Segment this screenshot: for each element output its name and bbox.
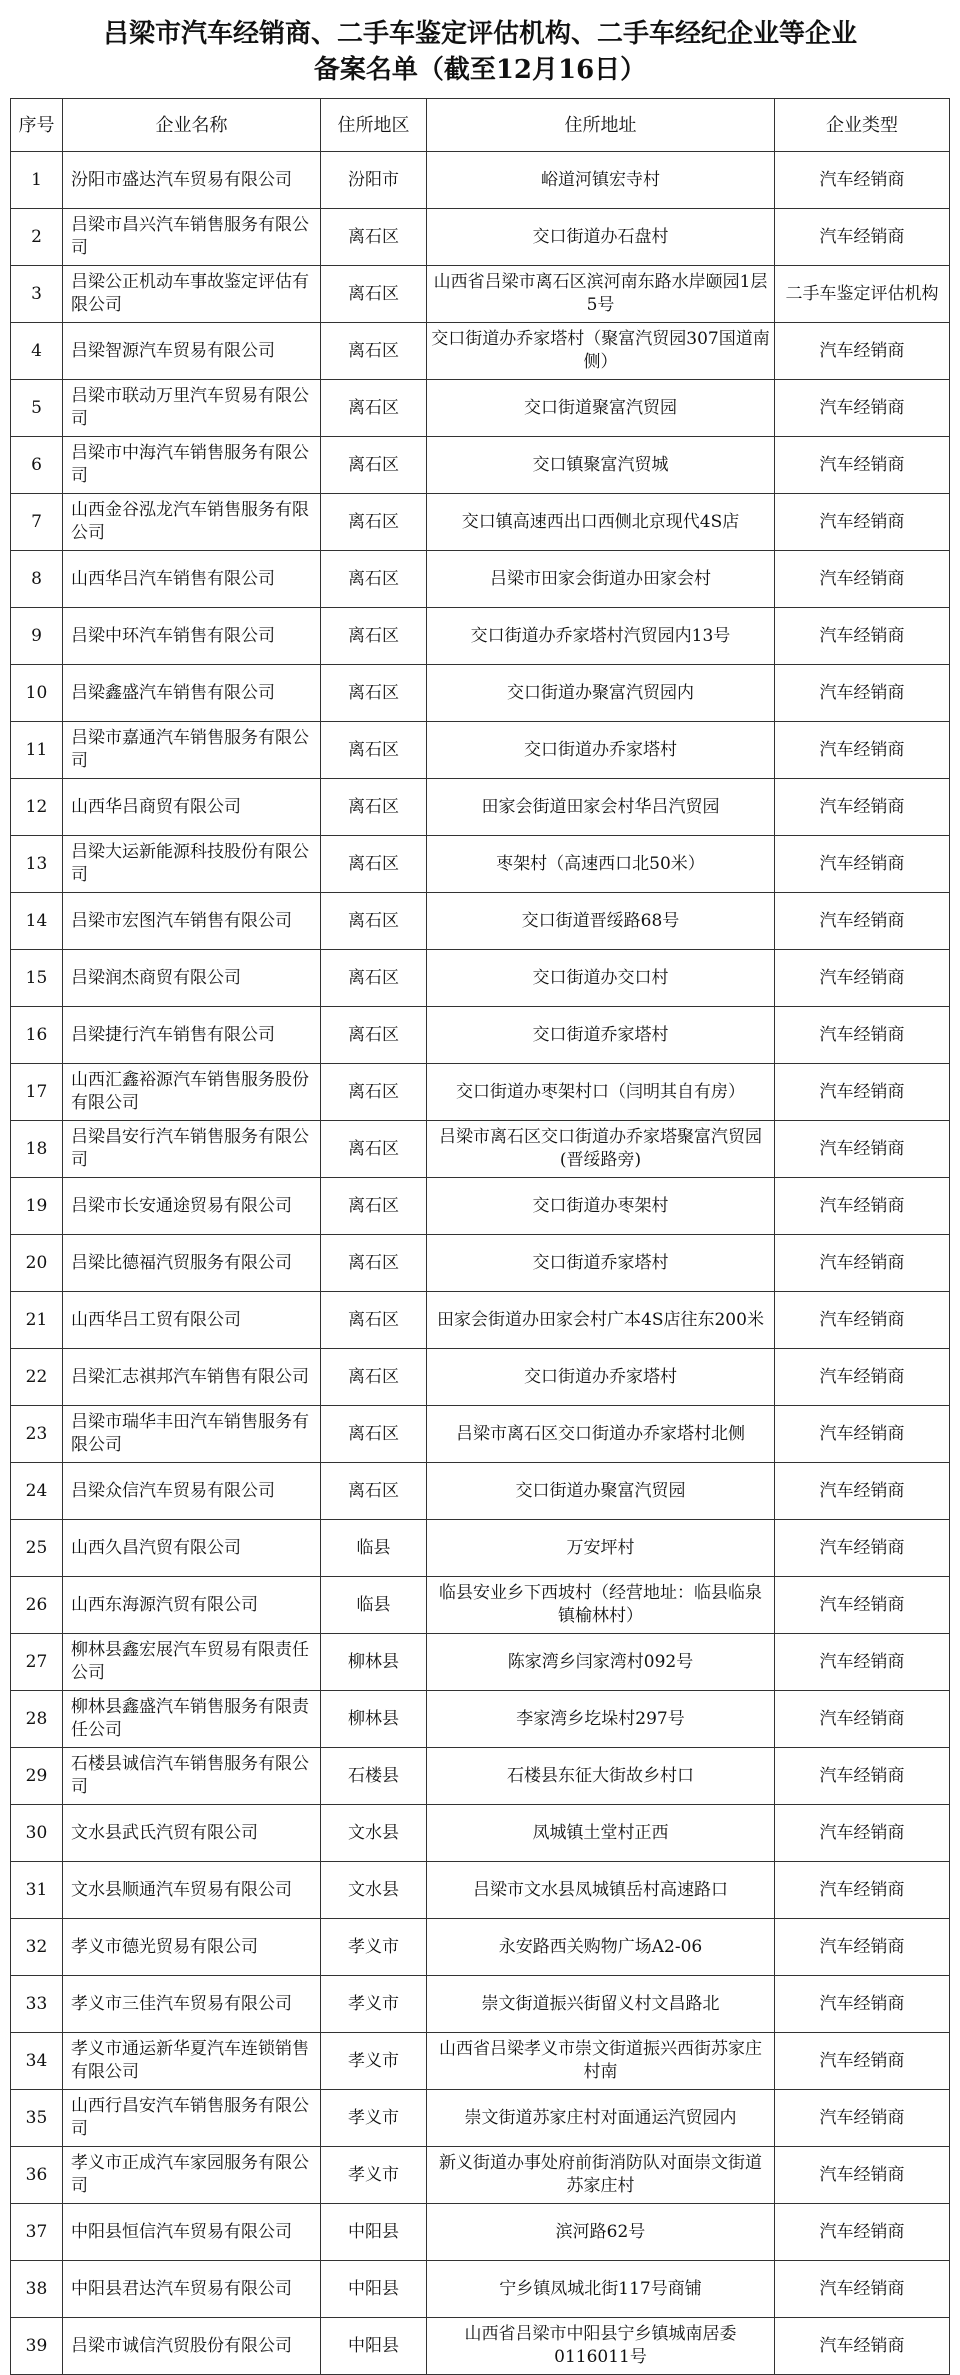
region: 柳林县 xyxy=(321,1634,427,1691)
table-row xyxy=(11,665,950,722)
company-type: 汽车经销商 xyxy=(775,380,950,437)
table-row xyxy=(11,1634,950,1691)
company-type: 汽车经销商 xyxy=(775,494,950,551)
table-row xyxy=(11,1292,950,1349)
company-name: 山西金谷泓龙汽车销售服务有限公司 xyxy=(63,494,321,551)
table-row xyxy=(11,323,950,380)
company-name: 吕梁智源汽车贸易有限公司 xyxy=(63,323,321,380)
table-row xyxy=(11,2261,950,2318)
row-index: 19 xyxy=(11,1178,63,1235)
table-row xyxy=(11,1178,950,1235)
region: 中阳县 xyxy=(321,2261,427,2318)
company-type: 汽车经销商 xyxy=(775,1634,950,1691)
row-index: 16 xyxy=(11,1007,63,1064)
row-index: 8 xyxy=(11,551,63,608)
company-name: 吕梁汇志祺邦汽车销售有限公司 xyxy=(63,1349,321,1406)
address: 交口街道办枣架村 xyxy=(427,1178,775,1235)
table-row xyxy=(11,494,950,551)
region: 临县 xyxy=(321,1520,427,1577)
company-name: 吕梁中环汽车销售有限公司 xyxy=(63,608,321,665)
row-index: 15 xyxy=(11,950,63,1007)
address: 交口街道乔家塔村 xyxy=(427,1007,775,1064)
region: 离石区 xyxy=(321,836,427,893)
address: 崇文街道振兴街留义村文昌路北 xyxy=(427,1976,775,2033)
row-index: 39 xyxy=(11,2318,63,2375)
company-type: 汽车经销商 xyxy=(775,1235,950,1292)
region: 离石区 xyxy=(321,1121,427,1178)
company-name: 山西行昌安汽车销售服务有限公司 xyxy=(63,2090,321,2147)
table-row xyxy=(11,893,950,950)
table-row xyxy=(11,1121,950,1178)
row-index: 32 xyxy=(11,1919,63,1976)
company-name: 柳林县鑫宏展汽车贸易有限责任公司 xyxy=(63,1634,321,1691)
address: 交口街道办石盘村 xyxy=(427,209,775,266)
company-type: 汽车经销商 xyxy=(775,2204,950,2261)
company-type: 汽车经销商 xyxy=(775,1691,950,1748)
region: 临县 xyxy=(321,1577,427,1634)
region: 离石区 xyxy=(321,1463,427,1520)
row-index: 2 xyxy=(11,209,63,266)
region: 离石区 xyxy=(321,950,427,1007)
company-type: 汽车经销商 xyxy=(775,608,950,665)
title-line-1: 吕梁市汽车经销商、二手车鉴定评估机构、二手车经纪企业等企业 xyxy=(102,19,857,49)
region: 离石区 xyxy=(321,209,427,266)
company-name: 吕梁市瑞华丰田汽车销售服务有限公司 xyxy=(63,1406,321,1463)
table-row xyxy=(11,836,950,893)
company-name: 孝义市通运新华夏汽车连锁销售有限公司 xyxy=(63,2033,321,2090)
company-name: 吕梁市诚信汽贸股份有限公司 xyxy=(63,2318,321,2375)
company-name: 山西华吕工贸有限公司 xyxy=(63,1292,321,1349)
table-row xyxy=(11,152,950,209)
row-index: 22 xyxy=(11,1349,63,1406)
company-type: 汽车经销商 xyxy=(775,1463,950,1520)
table-row xyxy=(11,551,950,608)
address: 山西省吕梁市离石区滨河南东路水岸颐园1层5号 xyxy=(427,266,775,323)
company-name: 山西华吕汽车销售有限公司 xyxy=(63,551,321,608)
region: 孝义市 xyxy=(321,2090,427,2147)
address: 交口街道办乔家塔村汽贸园内13号 xyxy=(427,608,775,665)
address: 凤城镇土堂村正西 xyxy=(427,1805,775,1862)
address: 田家会街道办田家会村广本4S店往东200米 xyxy=(427,1292,775,1349)
company-type: 汽车经销商 xyxy=(775,2261,950,2318)
row-index: 13 xyxy=(11,836,63,893)
company-name: 吕梁市联动万里汽车贸易有限公司 xyxy=(63,380,321,437)
company-name: 吕梁市宏图汽车销售有限公司 xyxy=(63,893,321,950)
region: 柳林县 xyxy=(321,1691,427,1748)
company-type: 二手车鉴定评估机构 xyxy=(775,266,950,323)
address: 交口街道乔家塔村 xyxy=(427,1235,775,1292)
address: 石楼县东征大街故乡村口 xyxy=(427,1748,775,1805)
row-index: 35 xyxy=(11,2090,63,2147)
company-type: 汽车经销商 xyxy=(775,950,950,1007)
address: 吕梁市离石区交口街道办乔家塔聚富汽贸园(晋绥路旁) xyxy=(427,1121,775,1178)
company-name: 吕梁市中海汽车销售服务有限公司 xyxy=(63,437,321,494)
company-name: 山西汇鑫裕源汽车销售服务股份有限公司 xyxy=(63,1064,321,1121)
region: 离石区 xyxy=(321,266,427,323)
region: 孝义市 xyxy=(321,1919,427,1976)
company-name: 吕梁公正机动车事故鉴定评估有限公司 xyxy=(63,266,321,323)
company-type: 汽车经销商 xyxy=(775,2033,950,2090)
table-row xyxy=(11,1064,950,1121)
company-name: 吕梁市长安通途贸易有限公司 xyxy=(63,1178,321,1235)
address: 吕梁市离石区交口街道办乔家塔村北侧 xyxy=(427,1406,775,1463)
region: 离石区 xyxy=(321,437,427,494)
region: 离石区 xyxy=(321,608,427,665)
region: 离石区 xyxy=(321,665,427,722)
table-row xyxy=(11,209,950,266)
region: 孝义市 xyxy=(321,2033,427,2090)
registry-table xyxy=(10,98,950,2375)
company-name: 吕梁市嘉通汽车销售服务有限公司 xyxy=(63,722,321,779)
company-type: 汽车经销商 xyxy=(775,1064,950,1121)
address: 交口街道办聚富汽贸园 xyxy=(427,1463,775,1520)
region: 离石区 xyxy=(321,722,427,779)
row-index: 21 xyxy=(11,1292,63,1349)
row-index: 18 xyxy=(11,1121,63,1178)
address: 枣架村（高速西口北50米） xyxy=(427,836,775,893)
company-name: 吕梁鑫盛汽车销售有限公司 xyxy=(63,665,321,722)
region: 离石区 xyxy=(321,1235,427,1292)
row-index: 24 xyxy=(11,1463,63,1520)
address: 吕梁市田家会街道办田家会村 xyxy=(427,551,775,608)
row-index: 28 xyxy=(11,1691,63,1748)
address: 峪道河镇宏寺村 xyxy=(427,152,775,209)
table-row xyxy=(11,1463,950,1520)
table-row xyxy=(11,2090,950,2147)
company-type: 汽车经销商 xyxy=(775,2147,950,2204)
company-name: 中阳县君达汽车贸易有限公司 xyxy=(63,2261,321,2318)
company-type: 汽车经销商 xyxy=(775,1520,950,1577)
company-name: 孝义市正成汽车家园服务有限公司 xyxy=(63,2147,321,2204)
row-index: 17 xyxy=(11,1064,63,1121)
company-type: 汽车经销商 xyxy=(775,665,950,722)
table-row xyxy=(11,722,950,779)
table-row xyxy=(11,2147,950,2204)
company-type: 汽车经销商 xyxy=(775,1577,950,1634)
company-name: 吕梁比德福汽贸服务有限公司 xyxy=(63,1235,321,1292)
company-name: 吕梁众信汽车贸易有限公司 xyxy=(63,1463,321,1520)
header-region: 住所地区 xyxy=(321,99,427,152)
address: 山西省吕梁市中阳县宁乡镇城南居委0116011号 xyxy=(427,2318,775,2375)
address: 交口街道办交口村 xyxy=(427,950,775,1007)
row-index: 4 xyxy=(11,323,63,380)
address: 临县安业乡下西坡村（经营地址：临县临泉镇榆林村） xyxy=(427,1577,775,1634)
header-index: 序号 xyxy=(11,99,63,152)
company-name: 山西久昌汽贸有限公司 xyxy=(63,1520,321,1577)
company-type: 汽车经销商 xyxy=(775,779,950,836)
region: 离石区 xyxy=(321,1406,427,1463)
table-row xyxy=(11,1406,950,1463)
table-row xyxy=(11,380,950,437)
company-type: 汽车经销商 xyxy=(775,1121,950,1178)
row-index: 34 xyxy=(11,2033,63,2090)
address: 交口街道办乔家塔村 xyxy=(427,1349,775,1406)
table-row xyxy=(11,779,950,836)
row-index: 11 xyxy=(11,722,63,779)
table-row xyxy=(11,1691,950,1748)
company-name: 孝义市德光贸易有限公司 xyxy=(63,1919,321,1976)
table-row xyxy=(11,1235,950,1292)
table-row xyxy=(11,2033,950,2090)
table-row xyxy=(11,1862,950,1919)
row-index: 36 xyxy=(11,2147,63,2204)
table-row xyxy=(11,1919,950,1976)
company-type: 汽车经销商 xyxy=(775,1805,950,1862)
address: 交口街道办枣架村口（闫明其自有房） xyxy=(427,1064,775,1121)
table-row xyxy=(11,1007,950,1064)
company-name: 吕梁捷行汽车销售有限公司 xyxy=(63,1007,321,1064)
company-type: 汽车经销商 xyxy=(775,836,950,893)
row-index: 38 xyxy=(11,2261,63,2318)
region: 离石区 xyxy=(321,1064,427,1121)
header-company-type: 企业类型 xyxy=(775,99,950,152)
address: 山西省吕梁孝义市崇文街道振兴西街苏家庄村南 xyxy=(427,2033,775,2090)
company-type: 汽车经销商 xyxy=(775,323,950,380)
company-type: 汽车经销商 xyxy=(775,1748,950,1805)
region: 离石区 xyxy=(321,1349,427,1406)
row-index: 27 xyxy=(11,1634,63,1691)
row-index: 7 xyxy=(11,494,63,551)
address: 宁乡镇凤城北街117号商铺 xyxy=(427,2261,775,2318)
row-index: 29 xyxy=(11,1748,63,1805)
company-name: 吕梁昌安行汽车销售服务有限公司 xyxy=(63,1121,321,1178)
region: 文水县 xyxy=(321,1805,427,1862)
region: 离石区 xyxy=(321,494,427,551)
table-row xyxy=(11,2204,950,2261)
row-index: 37 xyxy=(11,2204,63,2261)
row-index: 26 xyxy=(11,1577,63,1634)
address: 交口街道晋绥路68号 xyxy=(427,893,775,950)
address: 新义街道办事处府前街消防队对面崇文街道苏家庄村 xyxy=(427,2147,775,2204)
company-name: 孝义市三佳汽车贸易有限公司 xyxy=(63,1976,321,2033)
region: 石楼县 xyxy=(321,1748,427,1805)
table-body xyxy=(11,152,950,2375)
company-name: 中阳县恒信汽车贸易有限公司 xyxy=(63,2204,321,2261)
address: 李家湾乡圪垛村297号 xyxy=(427,1691,775,1748)
row-index: 30 xyxy=(11,1805,63,1862)
table-row xyxy=(11,1520,950,1577)
company-type: 汽车经销商 xyxy=(775,152,950,209)
row-index: 23 xyxy=(11,1406,63,1463)
table-row xyxy=(11,1976,950,2033)
region: 中阳县 xyxy=(321,2318,427,2375)
row-index: 9 xyxy=(11,608,63,665)
row-index: 6 xyxy=(11,437,63,494)
region: 离石区 xyxy=(321,1007,427,1064)
row-index: 3 xyxy=(11,266,63,323)
company-name: 文水县武氏汽贸有限公司 xyxy=(63,1805,321,1862)
company-name: 山西华吕商贸有限公司 xyxy=(63,779,321,836)
address: 陈家湾乡闫家湾村092号 xyxy=(427,1634,775,1691)
address: 交口街道聚富汽贸园 xyxy=(427,380,775,437)
header-company-name: 企业名称 xyxy=(63,99,321,152)
table-header-row xyxy=(11,99,950,152)
region: 离石区 xyxy=(321,1292,427,1349)
table-row xyxy=(11,1748,950,1805)
header-address: 住所地址 xyxy=(427,99,775,152)
table-row xyxy=(11,266,950,323)
address: 永安路西关购物广场A2-06 xyxy=(427,1919,775,1976)
company-type: 汽车经销商 xyxy=(775,437,950,494)
region: 离石区 xyxy=(321,380,427,437)
address: 交口镇高速西出口西侧北京现代4S店 xyxy=(427,494,775,551)
company-name: 柳林县鑫盛汽车销售服务有限责任公司 xyxy=(63,1691,321,1748)
region: 离石区 xyxy=(321,551,427,608)
row-index: 20 xyxy=(11,1235,63,1292)
region: 孝义市 xyxy=(321,2147,427,2204)
row-index: 25 xyxy=(11,1520,63,1577)
address: 崇文街道苏家庄村对面通运汽贸园内 xyxy=(427,2090,775,2147)
region: 离石区 xyxy=(321,779,427,836)
table-row xyxy=(11,950,950,1007)
region: 文水县 xyxy=(321,1862,427,1919)
address: 交口街道办乔家塔村 xyxy=(427,722,775,779)
company-type: 汽车经销商 xyxy=(775,1976,950,2033)
row-index: 10 xyxy=(11,665,63,722)
address: 吕梁市文水县凤城镇岳村高速路口 xyxy=(427,1862,775,1919)
page-title xyxy=(0,0,960,85)
address: 万安坪村 xyxy=(427,1520,775,1577)
company-name: 吕梁市昌兴汽车销售服务有限公司 xyxy=(63,209,321,266)
region: 中阳县 xyxy=(321,2204,427,2261)
table-row xyxy=(11,2318,950,2375)
row-index: 5 xyxy=(11,380,63,437)
company-type: 汽车经销商 xyxy=(775,551,950,608)
address: 田家会街道田家会村华吕汽贸园 xyxy=(427,779,775,836)
company-type: 汽车经销商 xyxy=(775,209,950,266)
table-row xyxy=(11,608,950,665)
region: 离石区 xyxy=(321,323,427,380)
company-type: 汽车经销商 xyxy=(775,1349,950,1406)
address: 交口街道办乔家塔村（聚富汽贸园307国道南侧） xyxy=(427,323,775,380)
address: 交口街道办聚富汽贸园内 xyxy=(427,665,775,722)
company-name: 吕梁润杰商贸有限公司 xyxy=(63,950,321,1007)
row-index: 1 xyxy=(11,152,63,209)
table-row xyxy=(11,1349,950,1406)
table-row xyxy=(11,437,950,494)
company-type: 汽车经销商 xyxy=(775,1406,950,1463)
company-type: 汽车经销商 xyxy=(775,2090,950,2147)
company-name: 石楼县诚信汽车销售服务有限公司 xyxy=(63,1748,321,1805)
company-type: 汽车经销商 xyxy=(775,893,950,950)
region: 孝义市 xyxy=(321,1976,427,2033)
table-row xyxy=(11,1577,950,1634)
title-line-2: 备案名单（截至12月16日） xyxy=(313,55,647,85)
region: 离石区 xyxy=(321,1178,427,1235)
company-type: 汽车经销商 xyxy=(775,1862,950,1919)
company-type: 汽车经销商 xyxy=(775,1919,950,1976)
region: 汾阳市 xyxy=(321,152,427,209)
company-type: 汽车经销商 xyxy=(775,1292,950,1349)
address: 交口镇聚富汽贸城 xyxy=(427,437,775,494)
company-name: 山西东海源汽贸有限公司 xyxy=(63,1577,321,1634)
company-name: 文水县顺通汽车贸易有限公司 xyxy=(63,1862,321,1919)
company-type: 汽车经销商 xyxy=(775,722,950,779)
row-index: 12 xyxy=(11,779,63,836)
company-type: 汽车经销商 xyxy=(775,1178,950,1235)
company-name: 吕梁大运新能源科技股份有限公司 xyxy=(63,836,321,893)
region: 离石区 xyxy=(321,893,427,950)
row-index: 31 xyxy=(11,1862,63,1919)
table-row xyxy=(11,1805,950,1862)
company-name: 汾阳市盛达汽车贸易有限公司 xyxy=(63,152,321,209)
row-index: 14 xyxy=(11,893,63,950)
company-type: 汽车经销商 xyxy=(775,2318,950,2375)
address: 滨河路62号 xyxy=(427,2204,775,2261)
company-type: 汽车经销商 xyxy=(775,1007,950,1064)
row-index: 33 xyxy=(11,1976,63,2033)
